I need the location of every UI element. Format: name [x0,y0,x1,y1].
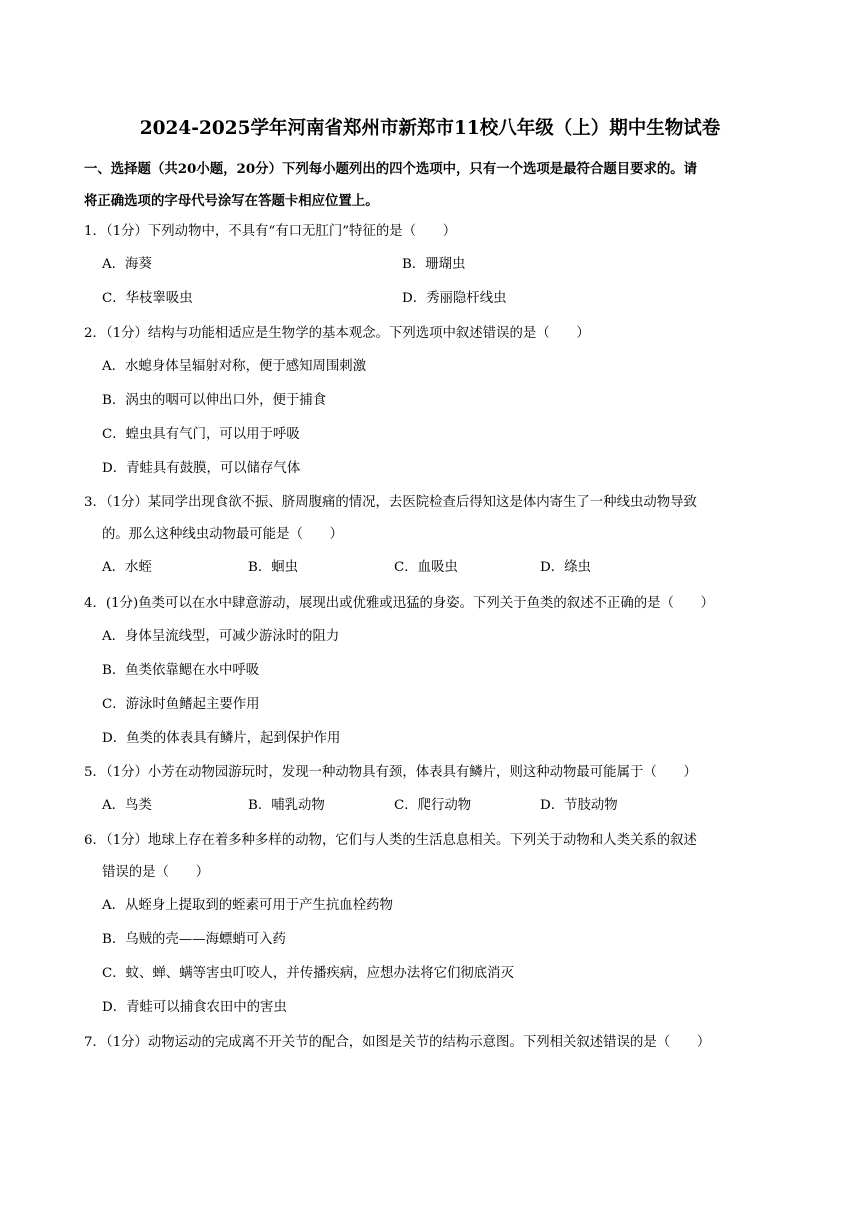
option-a: A．水蛭 [102,560,152,575]
option-a: A．身体呈流线型，可减少游泳时的阻力 [102,629,340,644]
option-d: D．青蛙具有鼓膜，可以储存气体 [102,461,301,476]
option-d: D．绦虫 [540,560,591,575]
section-instructions [84,153,784,217]
option-b: B．涡虫的咽可以伸出口外，便于捕食 [102,393,327,408]
question-stem-continued: 的。那么这种线虫动物最可能是（ ） [102,527,344,542]
option-d: D．秀丽隐杆线虫 [402,291,507,306]
question-options [84,350,784,486]
option-b: B．乌贼的壳——海螵蛸可入药 [102,932,286,947]
option-d: D．鱼类的体表具有鳞片，起到保护作用 [102,731,341,746]
option-b: B．哺乳动物 [248,798,325,813]
option-c: C．蚊、蝉、螨等害虫叮咬人，并传播疾病，应想办法将它们彻底消灭 [102,966,514,981]
question-3 [84,487,784,585]
option-c: C．蝗虫具有气门，可以用于呼吸 [102,427,300,442]
section-instructions-line-2: 将正确选项的字母代号涂写在答题卡相应位置上。 [84,193,379,209]
question-options [84,551,784,585]
option-a: A．水螅身体呈辐射对称，便于感知周围刺激 [102,359,367,374]
question-stem: 4．(1分)鱼类可以在水中肆意游动，展现出或优雅或迅猛的身姿。下列关于鱼类的叙述不正确的是（ ） [84,596,715,611]
option-b: B．蛔虫 [248,560,299,575]
option-a: A．海葵 [102,257,152,272]
question-stem: 7．（1分）动物运动的完成离不开关节的配合，如图是关节的结构示意图。下列相关叙述错误的是（ ） [84,1035,711,1050]
option-b: B．鱼类依靠鳃在水中呼吸 [102,663,260,678]
question-6 [84,825,784,1025]
option-d: D．节肢动物 [540,798,618,813]
option-a: A．鸟类 [102,798,152,813]
page-title: 2024-2025学年河南省郑州市新郑市11校八年级（上）期中生物试卷 [139,118,721,139]
question-stem-continued: 错误的是（ ） [102,865,210,880]
question-4 [84,588,784,756]
option-c: C．血吸虫 [394,560,458,575]
question-stem: 6．（1分）地球上存在着多种多样的动物，它们与人类的生活息息相关。下列关于动物和人类关系的叙述 [84,833,697,848]
section-instructions-line-1: 一、选择题（共20小题，20分）下列每小题列出的四个选项中，只有一个选项是最符合题目要求的。请 [84,161,698,177]
question-options [84,889,784,1025]
question-1 [84,216,784,316]
question-options [84,248,784,316]
question-stem: 1．（1分）下列动物中，不具有“有口无肛门”特征的是（ ） [84,224,457,239]
question-options [84,620,784,756]
question-options [84,789,784,823]
question-stem: 3．（1分）某同学出现食欲不振、脐周腹痛的情况，去医院检查后得知这是体内寄生了一种线虫动物导致 [84,495,697,510]
question-5 [84,757,784,823]
question-2 [84,318,784,486]
option-c: C．游泳时鱼鳍起主要作用 [102,697,260,712]
option-c: C．华枝睾吸虫 [102,291,193,306]
question-stem: 2．（1分）结构与功能相适应是生物学的基本观念。下列选项中叙述错误的是（ ） [84,326,590,341]
question-7 [84,1027,784,1059]
question-stem: 5．（1分）小芳在动物园游玩时，发现一种动物具有颈，体表具有鳞片，则这种动物最可能属于（ ） [84,765,697,780]
option-a: A．从蛭身上提取到的蛭素可用于产生抗血栓药物 [102,898,393,913]
option-d: D．青蛙可以捕食农田中的害虫 [102,1000,287,1015]
option-b: B．珊瑚虫 [402,257,466,272]
option-c: C．爬行动物 [394,798,472,813]
